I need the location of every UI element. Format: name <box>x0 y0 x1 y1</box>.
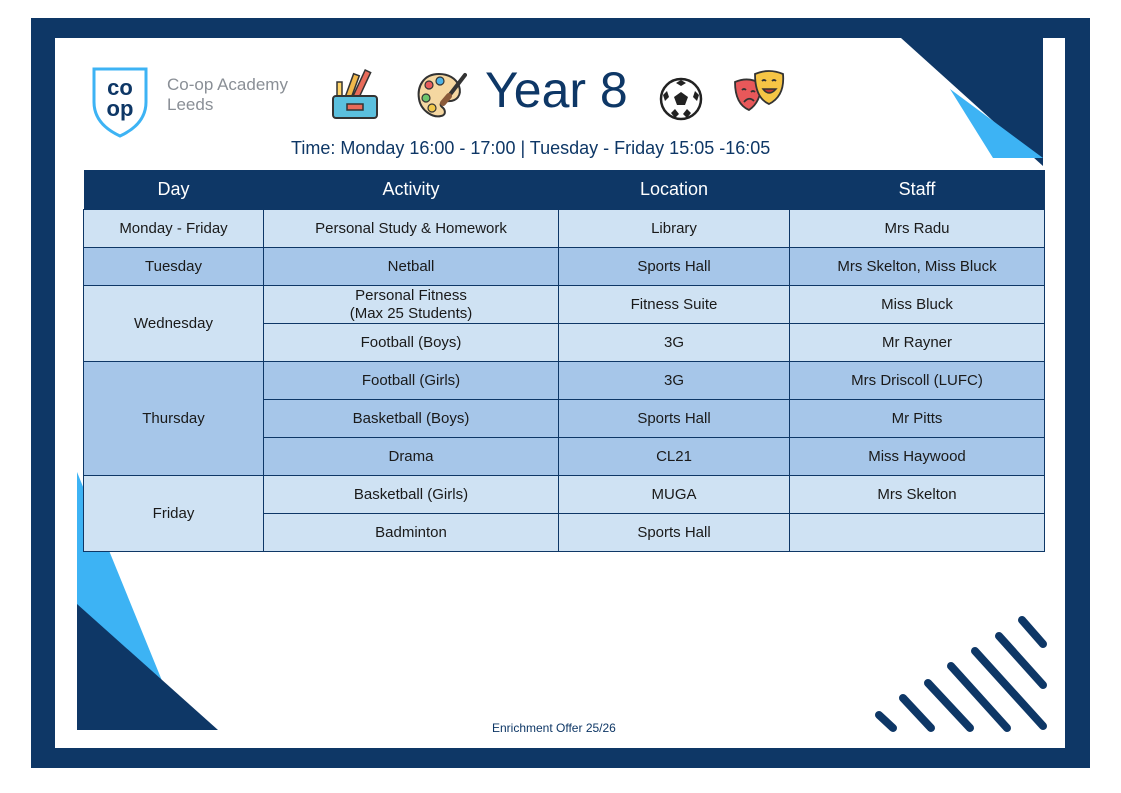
table-row <box>84 248 1045 286</box>
location-cell: Sports Hall <box>559 400 790 438</box>
location-cell: 3G <box>559 324 790 362</box>
table-row <box>84 210 1045 248</box>
location-cell: Fitness Suite <box>559 286 790 324</box>
stationery-icon <box>331 68 381 120</box>
activity-cell: Football (Girls) <box>264 362 559 400</box>
activity-cell: Personal Study & Homework <box>264 210 559 248</box>
activity-cell: Basketball (Girls) <box>264 476 559 514</box>
staff-cell: Mrs Skelton <box>790 476 1045 514</box>
flyer <box>55 38 1065 748</box>
staff-cell: Miss Haywood <box>790 438 1045 476</box>
activity-line: Personal Fitness <box>355 286 467 304</box>
enrichment-table <box>83 170 1045 552</box>
staff-cell: Mrs Radu <box>790 210 1045 248</box>
activity-line-2: (Max 25 Students) <box>349 304 473 322</box>
day-cell: Wednesday <box>84 286 264 362</box>
header-staff: Staff <box>790 170 1045 210</box>
bottom-right-stripes <box>879 620 1043 728</box>
football-icon <box>659 77 703 121</box>
table-row <box>84 362 1045 400</box>
page-title: Year 8 <box>485 62 628 118</box>
location-cell: Sports Hall <box>559 514 790 552</box>
day-cell: Friday <box>84 476 264 552</box>
staff-cell: Mrs Skelton, Miss Bluck <box>790 248 1045 286</box>
activity-cell <box>264 286 559 324</box>
header-day: Day <box>84 170 264 210</box>
location-cell: CL21 <box>559 438 790 476</box>
activity-cell: Basketball (Boys) <box>264 400 559 438</box>
theatre-masks-icon <box>731 68 787 118</box>
activity-cell: Netball <box>264 248 559 286</box>
school-name-line1: Co-op Academy <box>167 75 288 94</box>
palette-icon <box>415 71 467 121</box>
school-name <box>167 75 288 115</box>
staff-cell: Miss Bluck <box>790 286 1045 324</box>
session-times: Time: Monday 16:00 - 17:00 | Tuesday - Friday 15:05 -16:05 <box>291 138 771 158</box>
table-row <box>84 286 1045 324</box>
activity-cell: Drama <box>264 438 559 476</box>
day-cell: Tuesday <box>84 248 264 286</box>
staff-cell: Mr Pitts <box>790 400 1045 438</box>
svg-text:op: op <box>106 96 134 121</box>
day-cell: Monday - Friday <box>84 210 264 248</box>
table-header-row <box>84 170 1045 210</box>
location-cell: Library <box>559 210 790 248</box>
coop-logo <box>90 66 150 138</box>
staff-cell: Mrs Driscoll (LUFC) <box>790 362 1045 400</box>
header-location: Location <box>559 170 790 210</box>
day-cell: Thursday <box>84 362 264 476</box>
footer-text: Enrichment Offer 25/26 <box>492 721 616 735</box>
location-cell: 3G <box>559 362 790 400</box>
bottom-left-navy-triangle <box>77 604 218 730</box>
svg-text:co: co <box>107 75 133 100</box>
staff-cell <box>790 514 1045 552</box>
location-cell: Sports Hall <box>559 248 790 286</box>
location-cell: MUGA <box>559 476 790 514</box>
activity-cell: Football (Boys) <box>264 324 559 362</box>
header-activity: Activity <box>264 170 559 210</box>
staff-cell: Mr Rayner <box>790 324 1045 362</box>
school-name-line2: Leeds <box>167 95 214 114</box>
table-row <box>84 476 1045 514</box>
activity-cell: Badminton <box>264 514 559 552</box>
